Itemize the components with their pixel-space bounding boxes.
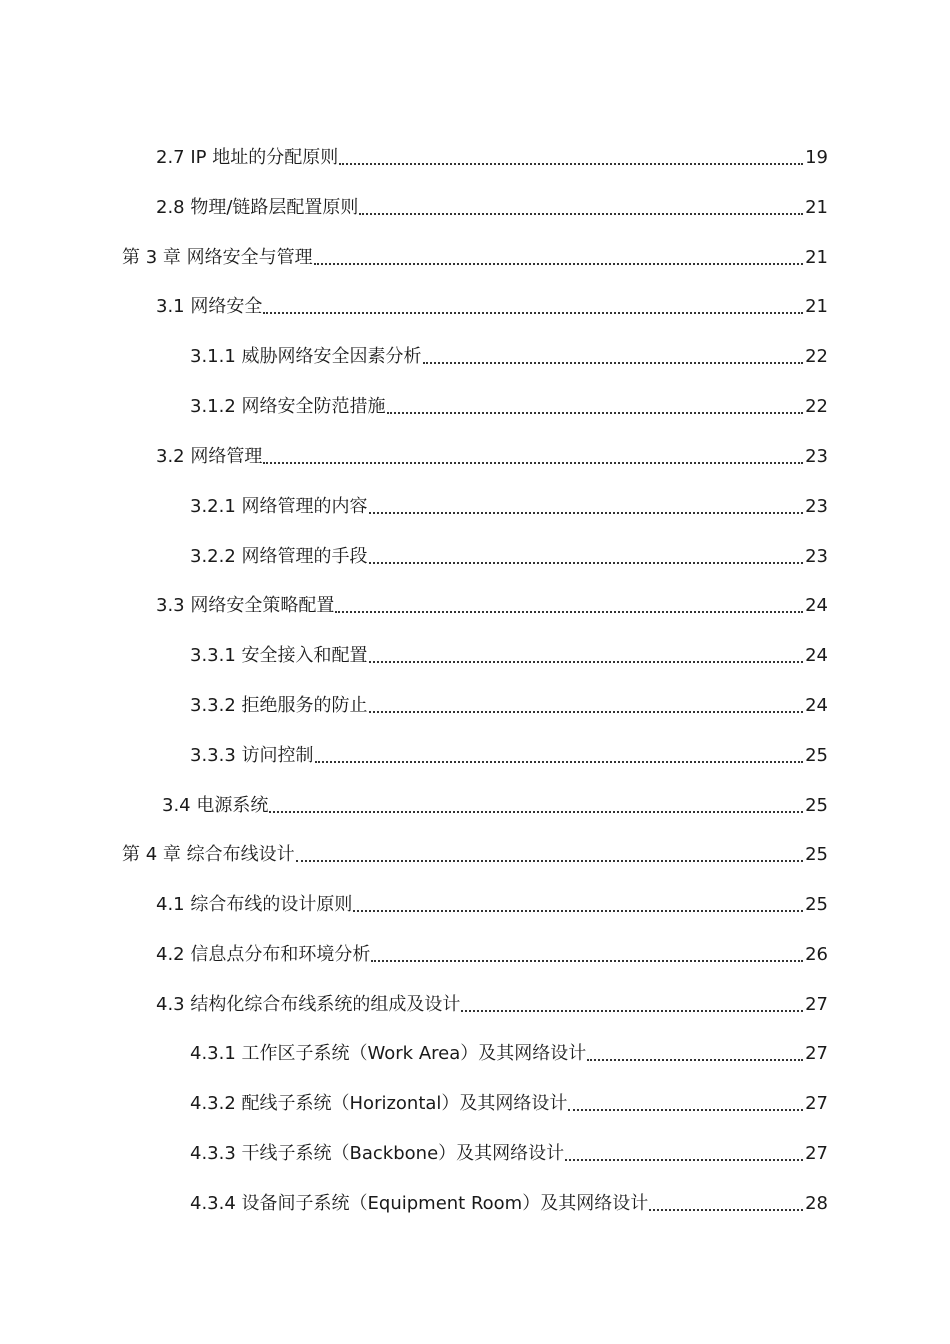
toc-entry-page: 25	[805, 894, 828, 915]
toc-entry-label: 3.1.1 威胁网络安全因素分析	[190, 346, 422, 367]
dot-leader	[339, 163, 803, 165]
toc-entry[interactable]	[122, 230, 828, 270]
dot-leader	[369, 661, 804, 663]
toc-entry-label: 3.2 网络管理	[156, 446, 263, 467]
toc-entry-page: 23	[805, 446, 828, 467]
toc-entry-page: 27	[805, 1093, 828, 1114]
dot-leader	[387, 412, 804, 414]
toc-entry-page: 26	[805, 944, 828, 965]
toc-entry[interactable]	[190, 479, 828, 519]
dot-leader	[369, 562, 804, 564]
toc-entry-label: 3.2.1 网络管理的内容	[190, 496, 368, 517]
toc-entry-page: 28	[805, 1193, 828, 1214]
toc-entry-label: 3.1 网络安全	[156, 296, 263, 317]
toc-entry-page: 23	[805, 496, 828, 517]
toc-entry-label: 4.3.2 配线子系统（Horizontal）及其网络设计	[190, 1093, 568, 1114]
dot-leader	[335, 611, 803, 613]
toc-entry[interactable]	[156, 927, 828, 967]
dot-leader	[649, 1209, 803, 1211]
toc-entry[interactable]	[190, 1076, 828, 1116]
toc-entry-label: 4.3 结构化综合布线系统的组成及设计	[156, 994, 461, 1015]
toc-entry-label: 3.3.3 访问控制	[190, 745, 314, 766]
toc-entry[interactable]	[156, 279, 828, 319]
dot-leader	[587, 1059, 803, 1061]
dot-leader	[423, 362, 804, 364]
toc-entry-page: 24	[805, 695, 828, 716]
toc-entry-page: 27	[805, 1043, 828, 1064]
toc-entry-label: 4.2 信息点分布和环境分析	[156, 944, 371, 965]
toc-entry-page: 21	[805, 296, 828, 317]
dot-leader	[314, 263, 803, 265]
dot-leader	[296, 860, 803, 862]
toc-entry-page: 27	[805, 1143, 828, 1164]
toc-entry-label: 3.3.1 安全接入和配置	[190, 645, 368, 666]
toc-entry[interactable]	[122, 827, 828, 867]
toc-entry[interactable]	[156, 578, 828, 618]
toc-entry[interactable]	[190, 379, 828, 419]
toc-entry-page: 22	[805, 396, 828, 417]
toc-entry-page: 21	[805, 247, 828, 268]
toc-entry-label: 2.7 IP 地址的分配原则	[156, 147, 339, 168]
dot-leader	[565, 1159, 803, 1161]
dot-leader	[568, 1109, 803, 1111]
toc-entry[interactable]	[190, 1026, 828, 1066]
toc-entry-label: 2.8 物理/链路层配置原则	[156, 197, 359, 218]
toc-entry-page: 22	[805, 346, 828, 367]
toc-entry[interactable]	[190, 728, 828, 768]
toc-entry-label: 3.3 网络安全策略配置	[156, 595, 335, 616]
toc-entry-label: 第 4 章 综合布线设计	[122, 844, 295, 865]
toc-entry-label: 3.4 电源系统	[162, 795, 269, 816]
toc-entry-page: 25	[805, 795, 828, 816]
toc-entry-page: 25	[805, 844, 828, 865]
toc-entry-page: 27	[805, 994, 828, 1015]
toc-entry[interactable]	[190, 628, 828, 668]
dot-leader	[369, 512, 804, 514]
toc-entry-label: 4.3.1 工作区子系统（Work Area）及其网络设计	[190, 1043, 587, 1064]
dot-leader	[369, 711, 804, 713]
dot-leader	[353, 910, 803, 912]
toc-entry-page: 24	[805, 645, 828, 666]
toc-entry-label: 4.3.3 干线子系统（Backbone）及其网络设计	[190, 1143, 565, 1164]
toc-entry[interactable]	[156, 977, 828, 1017]
dot-leader	[315, 761, 804, 763]
toc-entry[interactable]	[162, 778, 828, 818]
toc-entry-page: 19	[805, 147, 828, 168]
toc-entry[interactable]	[156, 429, 828, 469]
toc-entry[interactable]	[156, 180, 828, 220]
toc-entry-page: 25	[805, 745, 828, 766]
dot-leader	[371, 960, 803, 962]
toc-entry-page: 21	[805, 197, 828, 218]
dot-leader	[263, 462, 803, 464]
dot-leader	[269, 811, 803, 813]
toc-entry-label: 第 3 章 网络安全与管理	[122, 247, 313, 268]
dot-leader	[359, 213, 803, 215]
toc-entry[interactable]	[190, 1126, 828, 1166]
toc-entry[interactable]	[190, 329, 828, 369]
toc-entry[interactable]	[156, 877, 828, 917]
toc-entry-label: 3.3.2 拒绝服务的防止	[190, 695, 368, 716]
dot-leader	[263, 312, 803, 314]
toc-entry[interactable]	[190, 1176, 828, 1216]
toc-entry-label: 4.1 综合布线的设计原则	[156, 894, 353, 915]
toc-entry-label: 3.2.2 网络管理的手段	[190, 546, 368, 567]
toc-entry-page: 23	[805, 546, 828, 567]
toc-entry-label: 3.1.2 网络安全防范措施	[190, 396, 386, 417]
toc-entry-label: 4.3.4 设备间子系统（Equipment Room）及其网络设计	[190, 1193, 649, 1214]
toc-entry[interactable]	[190, 678, 828, 718]
toc-entry[interactable]	[156, 130, 828, 170]
toc-entry-page: 24	[805, 595, 828, 616]
dot-leader	[461, 1010, 803, 1012]
toc-entry[interactable]	[190, 529, 828, 569]
